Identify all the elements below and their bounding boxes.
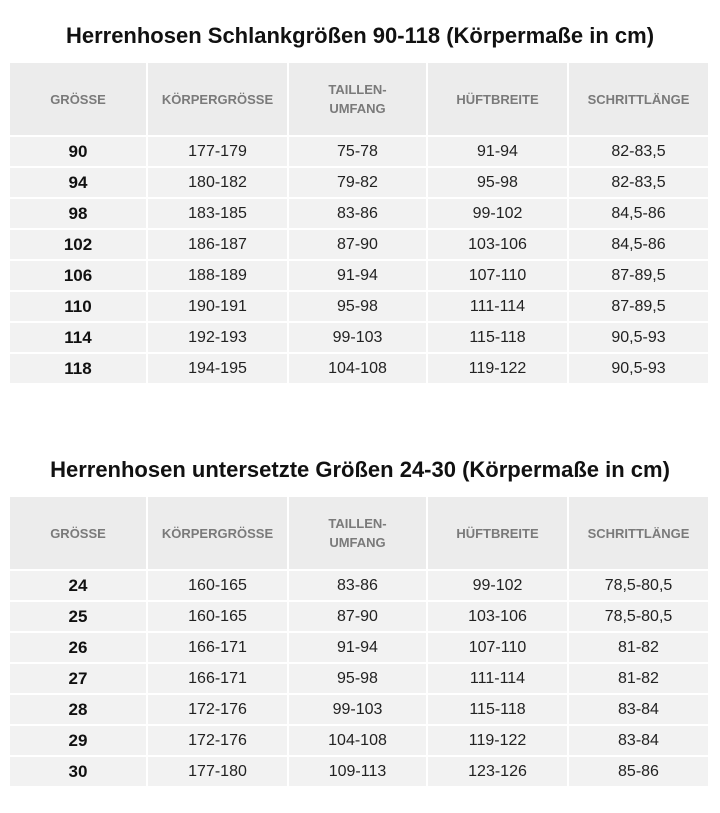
cell-inseam: 83-84 [569,726,708,755]
cell-body-height: 192-193 [148,323,287,352]
header-waist [289,63,426,135]
header-inseam: SCHRITTLÄNGE [569,63,708,135]
cell-hip-width: 119-122 [428,726,567,755]
table-row [10,323,708,352]
table-row [10,726,708,755]
cell-size: 94 [10,168,146,197]
cell-waist: 87-90 [289,602,426,631]
header-waist-line2: UMFANG [329,101,386,116]
header-size: GRÖSSE [10,497,146,569]
cell-hip-width: 91-94 [428,137,567,166]
table-row [10,757,708,786]
table1-title: Herrenhosen Schlankgrößen 90-118 (Körpermaße in cm) [65,23,655,48]
table-row [10,354,708,383]
cell-waist: 99-103 [289,695,426,724]
cell-hip-width: 99-102 [428,199,567,228]
cell-waist: 79-82 [289,168,426,197]
cell-hip-width: 115-118 [428,323,567,352]
cell-body-height: 186-187 [148,230,287,259]
cell-hip-width: 111-114 [428,664,567,693]
table-row [10,695,708,724]
cell-size: 90 [10,137,146,166]
table-row [10,261,708,290]
cell-hip-width: 99-102 [428,571,567,600]
cell-body-height: 160-165 [148,602,287,631]
cell-size: 114 [10,323,146,352]
cell-inseam: 84,5-86 [569,230,708,259]
table-row [10,199,708,228]
cell-size: 98 [10,199,146,228]
table-row [10,137,708,166]
cell-inseam: 85-86 [569,757,708,786]
cell-hip-width: 95-98 [428,168,567,197]
cell-size: 106 [10,261,146,290]
cell-size: 25 [10,602,146,631]
cell-inseam: 83-84 [569,695,708,724]
cell-waist: 95-98 [289,292,426,321]
cell-size: 110 [10,292,146,321]
cell-hip-width: 107-110 [428,633,567,662]
cell-inseam: 81-82 [569,633,708,662]
cell-size: 27 [10,664,146,693]
stocky-sizes-table [8,495,710,788]
table-row [10,168,708,197]
header-row [10,497,708,569]
table-row [10,602,708,631]
cell-size: 118 [10,354,146,383]
cell-inseam: 84,5-86 [569,199,708,228]
header-body-height: KÖRPERGRÖSSE [148,63,287,135]
cell-waist: 91-94 [289,633,426,662]
cell-body-height: 177-179 [148,137,287,166]
header-size: GRÖSSE [10,63,146,135]
cell-size: 26 [10,633,146,662]
cell-waist: 109-113 [289,757,426,786]
cell-size: 102 [10,230,146,259]
table-row [10,230,708,259]
table-row [10,633,708,662]
cell-body-height: 166-171 [148,633,287,662]
cell-inseam: 78,5-80,5 [569,571,708,600]
cell-hip-width: 111-114 [428,292,567,321]
cell-inseam: 82-83,5 [569,168,708,197]
cell-hip-width: 123-126 [428,757,567,786]
cell-inseam: 90,5-93 [569,323,708,352]
cell-waist: 95-98 [289,664,426,693]
header-hip-width: HÜFTBREITE [428,497,567,569]
cell-waist: 91-94 [289,261,426,290]
cell-inseam: 87-89,5 [569,261,708,290]
cell-hip-width: 103-106 [428,230,567,259]
cell-waist: 104-108 [289,354,426,383]
header-body-height: KÖRPERGRÖSSE [148,497,287,569]
cell-inseam: 87-89,5 [569,292,708,321]
header-waist-line1: TAILLEN- [328,516,387,531]
cell-body-height: 166-171 [148,664,287,693]
cell-waist: 104-108 [289,726,426,755]
cell-body-height: 188-189 [148,261,287,290]
cell-size: 30 [10,757,146,786]
table-row [10,571,708,600]
cell-body-height: 194-195 [148,354,287,383]
cell-waist: 87-90 [289,230,426,259]
cell-body-height: 172-176 [148,695,287,724]
cell-hip-width: 119-122 [428,354,567,383]
cell-hip-width: 115-118 [428,695,567,724]
cell-inseam: 81-82 [569,664,708,693]
cell-inseam: 90,5-93 [569,354,708,383]
cell-body-height: 183-185 [148,199,287,228]
cell-body-height: 190-191 [148,292,287,321]
table-row [10,292,708,321]
table-row [10,664,708,693]
cell-size: 24 [10,571,146,600]
cell-body-height: 160-165 [148,571,287,600]
header-waist-line2: UMFANG [329,535,386,550]
cell-inseam: 78,5-80,5 [569,602,708,631]
cell-hip-width: 103-106 [428,602,567,631]
cell-waist: 99-103 [289,323,426,352]
cell-size: 28 [10,695,146,724]
cell-waist: 75-78 [289,137,426,166]
cell-size: 29 [10,726,146,755]
header-inseam: SCHRITTLÄNGE [569,497,708,569]
header-waist-line1: TAILLEN- [328,82,387,97]
table2-title: Herrenhosen untersetzte Größen 24-30 (Körpermaße in cm) [50,457,670,482]
cell-inseam: 82-83,5 [569,137,708,166]
cell-waist: 83-86 [289,571,426,600]
cell-body-height: 172-176 [148,726,287,755]
cell-body-height: 177-180 [148,757,287,786]
header-row [10,63,708,135]
slim-sizes-table [8,61,710,385]
cell-body-height: 180-182 [148,168,287,197]
header-hip-width: HÜFTBREITE [428,63,567,135]
cell-hip-width: 107-110 [428,261,567,290]
header-waist [289,497,426,569]
cell-waist: 83-86 [289,199,426,228]
